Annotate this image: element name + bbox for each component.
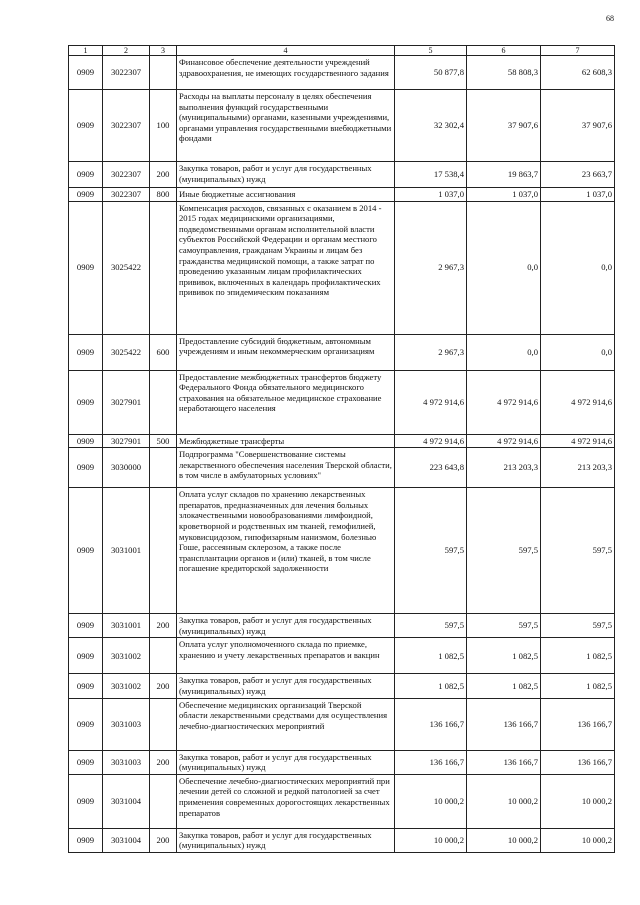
section-code: 0909 xyxy=(69,90,103,162)
target-article: 3031004 xyxy=(103,828,150,852)
target-article: 3031002 xyxy=(103,638,150,674)
section-code: 0909 xyxy=(69,448,103,488)
target-article: 3022307 xyxy=(103,188,150,202)
amount-2014: 10 000,2 xyxy=(395,774,467,828)
amount-2016: 136 166,7 xyxy=(541,698,615,750)
item-name: Иные бюджетные ассигнования xyxy=(177,188,395,202)
expense-type: 200 xyxy=(150,162,177,188)
page-number: 68 xyxy=(606,14,614,23)
amount-2015: 213 203,3 xyxy=(467,448,541,488)
amount-2014: 597,5 xyxy=(395,488,467,614)
expense-type: 600 xyxy=(150,334,177,370)
expense-type xyxy=(150,774,177,828)
amount-2015: 136 166,7 xyxy=(467,750,541,774)
target-article: 3031003 xyxy=(103,750,150,774)
table-row xyxy=(69,750,615,774)
table-row xyxy=(69,614,615,638)
amount-2014: 223 643,8 xyxy=(395,448,467,488)
target-article: 3027901 xyxy=(103,370,150,434)
section-code: 0909 xyxy=(69,201,103,334)
column-header: 6 xyxy=(467,46,541,56)
item-name: Финансовое обеспечение деятельности учреждений здравоохранения, не имеющих государственного задания xyxy=(177,56,395,90)
section-code: 0909 xyxy=(69,638,103,674)
amount-2014: 1 082,5 xyxy=(395,674,467,698)
item-name: Предоставление субсидий бюджетным, автономным учреждениям и иным некоммерческим организациям xyxy=(177,334,395,370)
target-article: 3025422 xyxy=(103,334,150,370)
section-code: 0909 xyxy=(69,698,103,750)
section-code: 0909 xyxy=(69,750,103,774)
expense-type xyxy=(150,201,177,334)
expense-type xyxy=(150,370,177,434)
item-name: Обеспечение медицинских организаций Тверской области лекарственными средствами для осуществления лечебно-диагностических мероприятий xyxy=(177,698,395,750)
target-article: 3022307 xyxy=(103,90,150,162)
amount-2016: 1 082,5 xyxy=(541,638,615,674)
expense-type: 100 xyxy=(150,90,177,162)
target-article: 3031001 xyxy=(103,614,150,638)
amount-2015: 136 166,7 xyxy=(467,698,541,750)
target-article: 3031001 xyxy=(103,488,150,614)
amount-2016: 10 000,2 xyxy=(541,774,615,828)
table-row xyxy=(69,674,615,698)
amount-2016: 23 663,7 xyxy=(541,162,615,188)
amount-2015: 1 082,5 xyxy=(467,638,541,674)
section-code: 0909 xyxy=(69,162,103,188)
item-name: Закупка товаров, работ и услуг для государственных (муниципальных) нужд xyxy=(177,750,395,774)
section-code: 0909 xyxy=(69,434,103,448)
amount-2015: 4 972 914,6 xyxy=(467,370,541,434)
amount-2014: 136 166,7 xyxy=(395,698,467,750)
amount-2014: 136 166,7 xyxy=(395,750,467,774)
expense-type xyxy=(150,698,177,750)
table-row xyxy=(69,90,615,162)
amount-2015: 597,5 xyxy=(467,488,541,614)
amount-2014: 597,5 xyxy=(395,614,467,638)
section-code: 0909 xyxy=(69,674,103,698)
item-name: Оплата услуг уполномоченного склада по приемке, хранению и учету лекарственных препаратов и вакцин xyxy=(177,638,395,674)
amount-2016: 4 972 914,6 xyxy=(541,370,615,434)
target-article: 3031002 xyxy=(103,674,150,698)
column-header: 2 xyxy=(103,46,150,56)
column-header: 1 xyxy=(69,46,103,56)
table-row xyxy=(69,698,615,750)
table-row xyxy=(69,334,615,370)
amount-2015: 10 000,2 xyxy=(467,828,541,852)
amount-2016: 1 082,5 xyxy=(541,674,615,698)
expense-type: 200 xyxy=(150,750,177,774)
target-article: 3022307 xyxy=(103,56,150,90)
amount-2015: 1 037,0 xyxy=(467,188,541,202)
section-code: 0909 xyxy=(69,614,103,638)
amount-2015: 0,0 xyxy=(467,201,541,334)
amount-2014: 1 082,5 xyxy=(395,638,467,674)
target-article: 3027901 xyxy=(103,434,150,448)
amount-2015: 10 000,2 xyxy=(467,774,541,828)
expense-type xyxy=(150,488,177,614)
expense-type: 200 xyxy=(150,614,177,638)
expense-type xyxy=(150,56,177,90)
amount-2016: 0,0 xyxy=(541,334,615,370)
table-row xyxy=(69,56,615,90)
column-header: 3 xyxy=(150,46,177,56)
item-name: Расходы на выплаты персоналу в целях обеспечения выполнения функций государственными (муниципальными) органами, казенными учреждениями, органами управления государственными внебюджетными фондами xyxy=(177,90,395,162)
table-row xyxy=(69,162,615,188)
table-row xyxy=(69,638,615,674)
column-header: 7 xyxy=(541,46,615,56)
item-name: Закупка товаров, работ и услуг для государственных (муниципальных) нужд xyxy=(177,614,395,638)
amount-2016: 136 166,7 xyxy=(541,750,615,774)
amount-2015: 58 808,3 xyxy=(467,56,541,90)
table-row xyxy=(69,828,615,852)
target-article: 3025422 xyxy=(103,201,150,334)
section-code: 0909 xyxy=(69,370,103,434)
section-code: 0909 xyxy=(69,334,103,370)
item-name: Обеспечение лечебно-диагностических мероприятий при лечении детей со сложной и редкой патологией за счет применения современных дорогостоящих лекарственных препаратов xyxy=(177,774,395,828)
amount-2014: 50 877,8 xyxy=(395,56,467,90)
item-name: Закупка товаров, работ и услуг для государственных (муниципальных) нужд xyxy=(177,828,395,852)
amount-2015: 1 082,5 xyxy=(467,674,541,698)
item-name: Закупка товаров, работ и услуг для государственных (муниципальных) нужд xyxy=(177,674,395,698)
amount-2014: 10 000,2 xyxy=(395,828,467,852)
target-article: 3031004 xyxy=(103,774,150,828)
amount-2016: 0,0 xyxy=(541,201,615,334)
section-code: 0909 xyxy=(69,828,103,852)
expense-type: 800 xyxy=(150,188,177,202)
expense-type: 200 xyxy=(150,674,177,698)
item-name: Подпрограмма "Совершенствование системы лекарственного обеспечения населения Тверской области, в том числе в амбулаторных условиях" xyxy=(177,448,395,488)
amount-2016: 597,5 xyxy=(541,614,615,638)
expense-type xyxy=(150,638,177,674)
expense-type: 500 xyxy=(150,434,177,448)
section-code: 0909 xyxy=(69,188,103,202)
item-name: Межбюджетные трансферты xyxy=(177,434,395,448)
amount-2014: 2 967,3 xyxy=(395,334,467,370)
target-article: 3022307 xyxy=(103,162,150,188)
target-article: 3030000 xyxy=(103,448,150,488)
item-name: Оплата услуг складов по хранению лекарственных препаратов, предназначенных для лечения больных злокачественными новообразованиями лимфоидной, кроветворной и родственных им тканей, гемофилией, муковисцидозом, гипофизарным нанизмом, болезнью Гоше, рассеянным склерозом, а также после трансплантации органов и (или) тканей, в том числе погашение кредиторской задолженности xyxy=(177,488,395,614)
amount-2014: 4 972 914,6 xyxy=(395,434,467,448)
section-code: 0909 xyxy=(69,488,103,614)
table-row xyxy=(69,201,615,334)
budget-table xyxy=(68,45,615,853)
amount-2014: 32 302,4 xyxy=(395,90,467,162)
item-name: Предоставление межбюджетных трансфертов бюджету Федерального Фонда обязательного медицинского страхования на обязательное медицинское страхование неработающего населения xyxy=(177,370,395,434)
amount-2015: 19 863,7 xyxy=(467,162,541,188)
amount-2015: 0,0 xyxy=(467,334,541,370)
amount-2015: 37 907,6 xyxy=(467,90,541,162)
table-row xyxy=(69,434,615,448)
section-code: 0909 xyxy=(69,774,103,828)
item-name: Компенсация расходов, связанных с оказанием в 2014 - 2015 годах медицинскими организациями, подведомственными органам исполнительной власти субъектов Российской Федерации и органам местного самоуправления, гражданам Украины и лицам без гражданства медицинской помощи, а также затрат по проведению указанным лицам профилактических прививок, включенных в календарь профилактических прививок по эпидемическим показаниям xyxy=(177,201,395,334)
amount-2016: 213 203,3 xyxy=(541,448,615,488)
amount-2016: 1 037,0 xyxy=(541,188,615,202)
amount-2015: 597,5 xyxy=(467,614,541,638)
column-header: 4 xyxy=(177,46,395,56)
amount-2014: 17 538,4 xyxy=(395,162,467,188)
table-row xyxy=(69,188,615,202)
expense-type: 200 xyxy=(150,828,177,852)
amount-2016: 37 907,6 xyxy=(541,90,615,162)
amount-2016: 597,5 xyxy=(541,488,615,614)
amount-2016: 10 000,2 xyxy=(541,828,615,852)
table-row xyxy=(69,370,615,434)
column-header: 5 xyxy=(395,46,467,56)
item-name: Закупка товаров, работ и услуг для государственных (муниципальных) нужд xyxy=(177,162,395,188)
target-article: 3031003 xyxy=(103,698,150,750)
amount-2014: 4 972 914,6 xyxy=(395,370,467,434)
header-row xyxy=(69,46,615,56)
table-row xyxy=(69,488,615,614)
section-code: 0909 xyxy=(69,56,103,90)
amount-2014: 2 967,3 xyxy=(395,201,467,334)
amount-2014: 1 037,0 xyxy=(395,188,467,202)
table-row xyxy=(69,448,615,488)
table-row xyxy=(69,774,615,828)
amount-2016: 62 608,3 xyxy=(541,56,615,90)
amount-2016: 4 972 914,6 xyxy=(541,434,615,448)
amount-2015: 4 972 914,6 xyxy=(467,434,541,448)
expense-type xyxy=(150,448,177,488)
